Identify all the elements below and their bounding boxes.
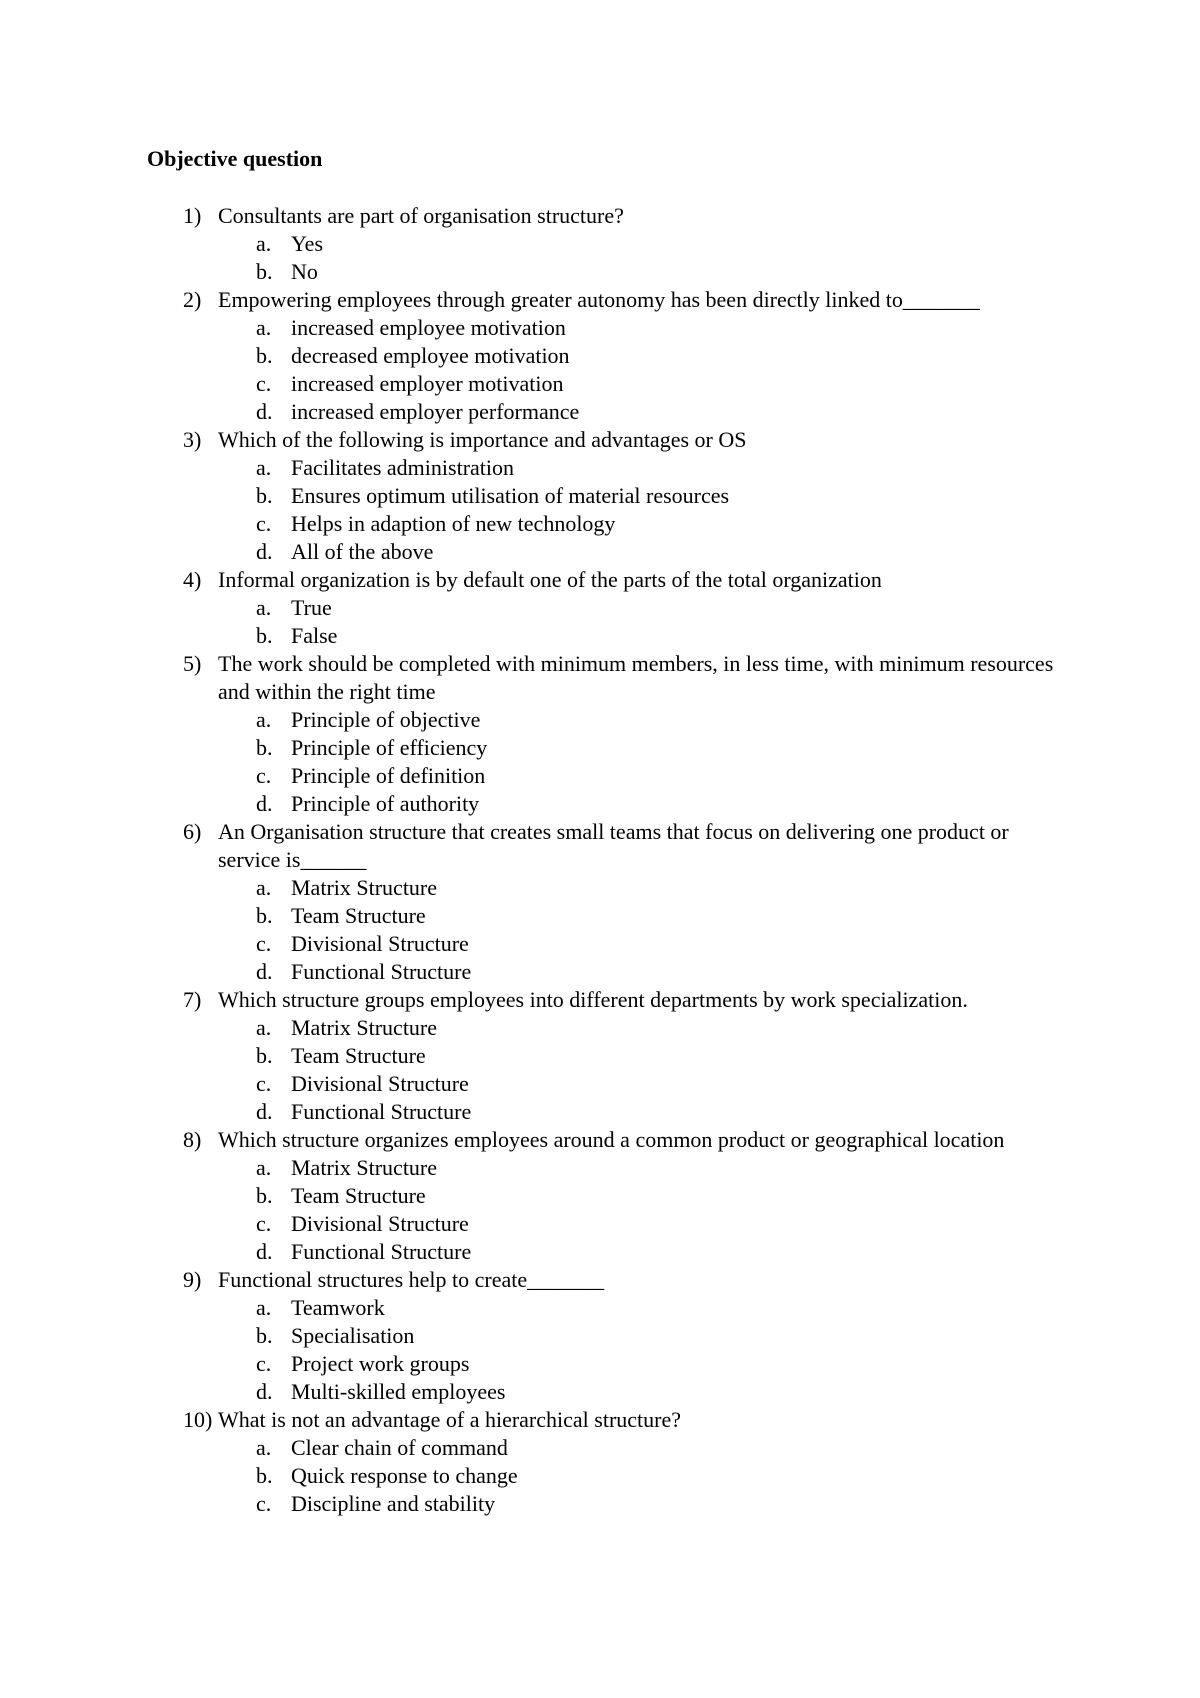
- answer-option: [0, 622, 1200, 650]
- question-item: [0, 286, 1200, 314]
- option-letter: d.: [256, 959, 273, 984]
- question-item: [0, 566, 1200, 594]
- question-number: 4): [183, 567, 202, 592]
- option-letter: a.: [256, 707, 272, 732]
- answer-option: [0, 874, 1200, 902]
- answer-option: [0, 510, 1200, 538]
- option-text: Principle of authority: [291, 791, 480, 816]
- option-text: increased employee motivation: [291, 315, 566, 340]
- answer-option: [0, 1462, 1200, 1490]
- answer-option: [0, 1238, 1200, 1266]
- option-text: Facilitates administration: [291, 455, 515, 480]
- option-letter: a.: [256, 455, 272, 480]
- option-letter: c.: [256, 931, 272, 956]
- question-item: [0, 1406, 1200, 1434]
- question-item: [0, 1126, 1200, 1154]
- answer-option: [0, 1014, 1200, 1042]
- option-text: True: [291, 595, 332, 620]
- question-text: What is not an advantage of a hierarchical structure?: [218, 1407, 681, 1432]
- question-text: Empowering employees through greater autonomy has been directly linked to_______: [218, 287, 980, 312]
- option-letter: a.: [256, 875, 272, 900]
- option-text: decreased employee motivation: [291, 343, 570, 368]
- option-letter: a.: [256, 1295, 272, 1320]
- answer-option: [0, 314, 1200, 342]
- option-letter: b.: [256, 903, 273, 928]
- answer-option: [0, 1294, 1200, 1322]
- answer-option: [0, 482, 1200, 510]
- option-text: Multi-skilled employees: [291, 1379, 506, 1404]
- answer-option: [0, 398, 1200, 426]
- option-letter: a.: [256, 1435, 272, 1460]
- question-number: 9): [183, 1267, 202, 1292]
- option-text: Functional Structure: [291, 959, 472, 984]
- option-text: Principle of definition: [291, 763, 486, 788]
- option-text: Functional Structure: [291, 1099, 472, 1124]
- answer-option: [0, 1070, 1200, 1098]
- option-text: Matrix Structure: [291, 875, 438, 900]
- answer-option: [0, 958, 1200, 986]
- option-letter: a.: [256, 595, 272, 620]
- answer-option: [0, 1210, 1200, 1238]
- option-text: Matrix Structure: [291, 1015, 438, 1040]
- option-letter: d.: [256, 791, 273, 816]
- answer-option: [0, 762, 1200, 790]
- option-letter: d.: [256, 1379, 273, 1404]
- answer-option: [0, 454, 1200, 482]
- question-item: [0, 818, 1200, 874]
- option-letter: d.: [256, 1099, 273, 1124]
- answer-option: [0, 258, 1200, 286]
- question-number: 5): [183, 651, 202, 676]
- option-text: Matrix Structure: [291, 1155, 438, 1180]
- option-text: All of the above: [291, 539, 434, 564]
- question-text: Which structure organizes employees around a common product or geographical location: [218, 1127, 1005, 1152]
- option-letter: d.: [256, 399, 273, 424]
- question-list: [0, 202, 1200, 1518]
- option-letter: c.: [256, 1211, 272, 1236]
- option-text: No: [291, 259, 318, 284]
- answer-option: [0, 1154, 1200, 1182]
- option-letter: b.: [256, 1323, 273, 1348]
- answer-option: [0, 1434, 1200, 1462]
- option-text: Functional Structure: [291, 1239, 472, 1264]
- option-letter: b.: [256, 1183, 273, 1208]
- answer-option: [0, 1042, 1200, 1070]
- question-number: 6): [183, 819, 202, 844]
- option-letter: a.: [256, 315, 272, 340]
- option-text: increased employer motivation: [291, 371, 564, 396]
- answer-option: [0, 538, 1200, 566]
- option-letter: d.: [256, 539, 273, 564]
- option-letter: c.: [256, 1071, 272, 1096]
- option-letter: b.: [256, 1463, 273, 1488]
- option-letter: b.: [256, 483, 273, 508]
- option-letter: b.: [256, 1043, 273, 1068]
- option-text: Divisional Structure: [291, 1071, 469, 1096]
- option-letter: c.: [256, 763, 272, 788]
- question-text: Which of the following is importance and advantages or OS: [218, 427, 747, 452]
- answer-option: [0, 230, 1200, 258]
- option-text: Divisional Structure: [291, 931, 469, 956]
- question-item: [0, 426, 1200, 454]
- answer-option: [0, 1098, 1200, 1126]
- answer-option: [0, 734, 1200, 762]
- option-letter: b.: [256, 343, 273, 368]
- question-item: [0, 202, 1200, 230]
- question-text: An Organisation structure that creates small teams that focus on delivering one product or service is______: [218, 819, 1009, 872]
- option-text: Ensures optimum utilisation of material resources: [291, 483, 730, 508]
- answer-option: [0, 790, 1200, 818]
- question-item: [0, 650, 1200, 706]
- option-letter: d.: [256, 1239, 273, 1264]
- question-number: 2): [183, 287, 202, 312]
- document-title: Objective question: [147, 146, 323, 171]
- option-text: Helps in adaption of new technology: [291, 511, 616, 536]
- question-item: [0, 986, 1200, 1014]
- option-text: Clear chain of command: [291, 1435, 508, 1460]
- answer-option: [0, 1182, 1200, 1210]
- question-text: Functional structures help to create_______: [218, 1267, 605, 1292]
- question-item: [0, 1266, 1200, 1294]
- option-text: False: [291, 623, 338, 648]
- option-text: Specialisation: [291, 1323, 415, 1348]
- option-text: Principle of efficiency: [291, 735, 488, 760]
- answer-option: [0, 1350, 1200, 1378]
- option-text: Principle of objective: [291, 707, 481, 732]
- option-letter: b.: [256, 735, 273, 760]
- question-number: 8): [183, 1127, 202, 1152]
- option-text: Team Structure: [291, 1183, 426, 1208]
- question-text: Which structure groups employees into different departments by work specialization.: [218, 987, 968, 1012]
- option-text: Yes: [291, 231, 324, 256]
- answer-option: [0, 902, 1200, 930]
- answer-option: [0, 370, 1200, 398]
- option-text: Discipline and stability: [291, 1491, 496, 1516]
- question-number: 7): [183, 987, 202, 1012]
- question-text: The work should be completed with minimum members, in less time, with minimum resources and within the right time: [218, 651, 1054, 704]
- option-letter: a.: [256, 231, 272, 256]
- answer-option: [0, 342, 1200, 370]
- option-letter: a.: [256, 1155, 272, 1180]
- option-text: increased employer performance: [291, 399, 580, 424]
- question-text: Consultants are part of organisation structure?: [218, 203, 624, 228]
- option-text: Team Structure: [291, 903, 426, 928]
- option-letter: c.: [256, 371, 272, 396]
- option-letter: c.: [256, 1351, 272, 1376]
- answer-option: [0, 1490, 1200, 1518]
- option-letter: c.: [256, 511, 272, 536]
- option-text: Quick response to change: [291, 1463, 518, 1488]
- question-number: 10): [183, 1407, 213, 1432]
- question-text: Informal organization is by default one of the parts of the total organization: [218, 567, 882, 592]
- option-letter: b.: [256, 623, 273, 648]
- answer-option: [0, 594, 1200, 622]
- option-text: Divisional Structure: [291, 1211, 469, 1236]
- answer-option: [0, 1322, 1200, 1350]
- option-text: Teamwork: [291, 1295, 385, 1320]
- option-letter: b.: [256, 259, 273, 284]
- question-number: 1): [183, 203, 202, 228]
- answer-option: [0, 930, 1200, 958]
- option-letter: c.: [256, 1491, 272, 1516]
- question-number: 3): [183, 427, 202, 452]
- option-text: Team Structure: [291, 1043, 426, 1068]
- option-text: Project work groups: [291, 1351, 470, 1376]
- option-letter: a.: [256, 1015, 272, 1040]
- answer-option: [0, 1378, 1200, 1406]
- answer-option: [0, 706, 1200, 734]
